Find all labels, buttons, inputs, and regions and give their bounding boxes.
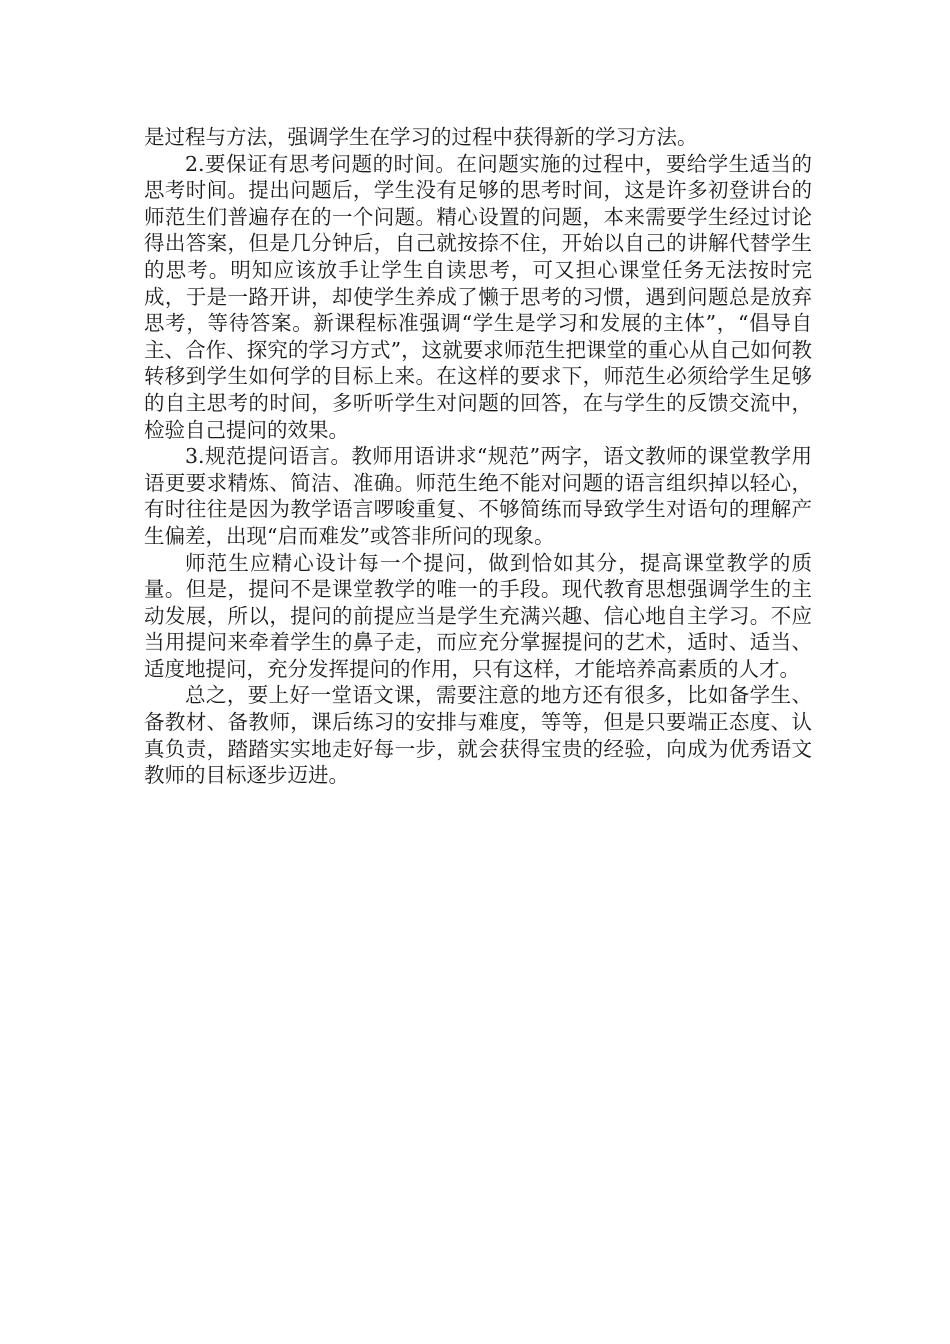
paragraph-1: 是过程与方法，强调学生在学习的过程中获得新的学习方法。 [144, 125, 698, 149]
paragraph-4: 师范生应精心设计每一个提问，做到恰如其分，提高课堂教学的质量。但是，提问不是课堂教学的唯一的手段。现代教育思想强调学生的主动发展，所以，提问的前提应当是学生充满兴趣、信心地自主学习。不应当用提问来牵着学生的鼻子走，而应充分掌握提问的艺术，适时、适当、适度地提问，充分发挥提问的作用，只有这样，才能培养高素质的人才。 [144, 550, 812, 681]
paragraph-3: 3.规范提问语言。教师用语讲求“规范”两字，语文教师的课堂教学用语更要求精炼、简洁、准确。师范生绝不能对问题的语言组织掉以轻心，有时往往是因为教学语言啰唆重复、不够简练而导致学生对语句的理解产生偏差，出现“启而难发”或答非所问的现象。 [144, 444, 812, 548]
body-text [144, 124, 812, 789]
paragraph-5: 总之，要上好一堂语文课，需要注意的地方还有很多，比如备学生、备教材、备教师，课后练习的安排与难度，等等，但是只要端正态度、认真负责，踏踏实实地走好每一步，就会获得宝贵的经验，向成为优秀语文教师的目标逐步迈进。 [144, 683, 812, 788]
paragraph-2: 2.要保证有思考问题的时间。在问题实施的过程中，要给学生适当的思考时间。提出问题后，学生没有足够的思考时间，这是许多初登讲台的师范生们普遍存在的一个问题。精心设置的问题，本来需要学生经过讨论得出答案，但是几分钟后，自己就按捺不住，开始以自己的讲解代替学生的思考。明知应该放手让学生自读思考，可又担心课堂任务无法按时完成，于是一路开讲，却使学生养成了懒于思考的习惯，遇到问题总是放弃思考，等待答案。新课程标准强调“学生是学习和发展的主体”，“倡导自主、合作、探究的学习方式”，这就要求师范生把课堂的重心从自己如何教转移到学生如何学的目标上来。在这样的要求下，师范生必须给学生足够的自主思考的时间，多听听学生对问题的回答，在与学生的反馈交流中，检验自己提问的效果。 [144, 151, 812, 442]
